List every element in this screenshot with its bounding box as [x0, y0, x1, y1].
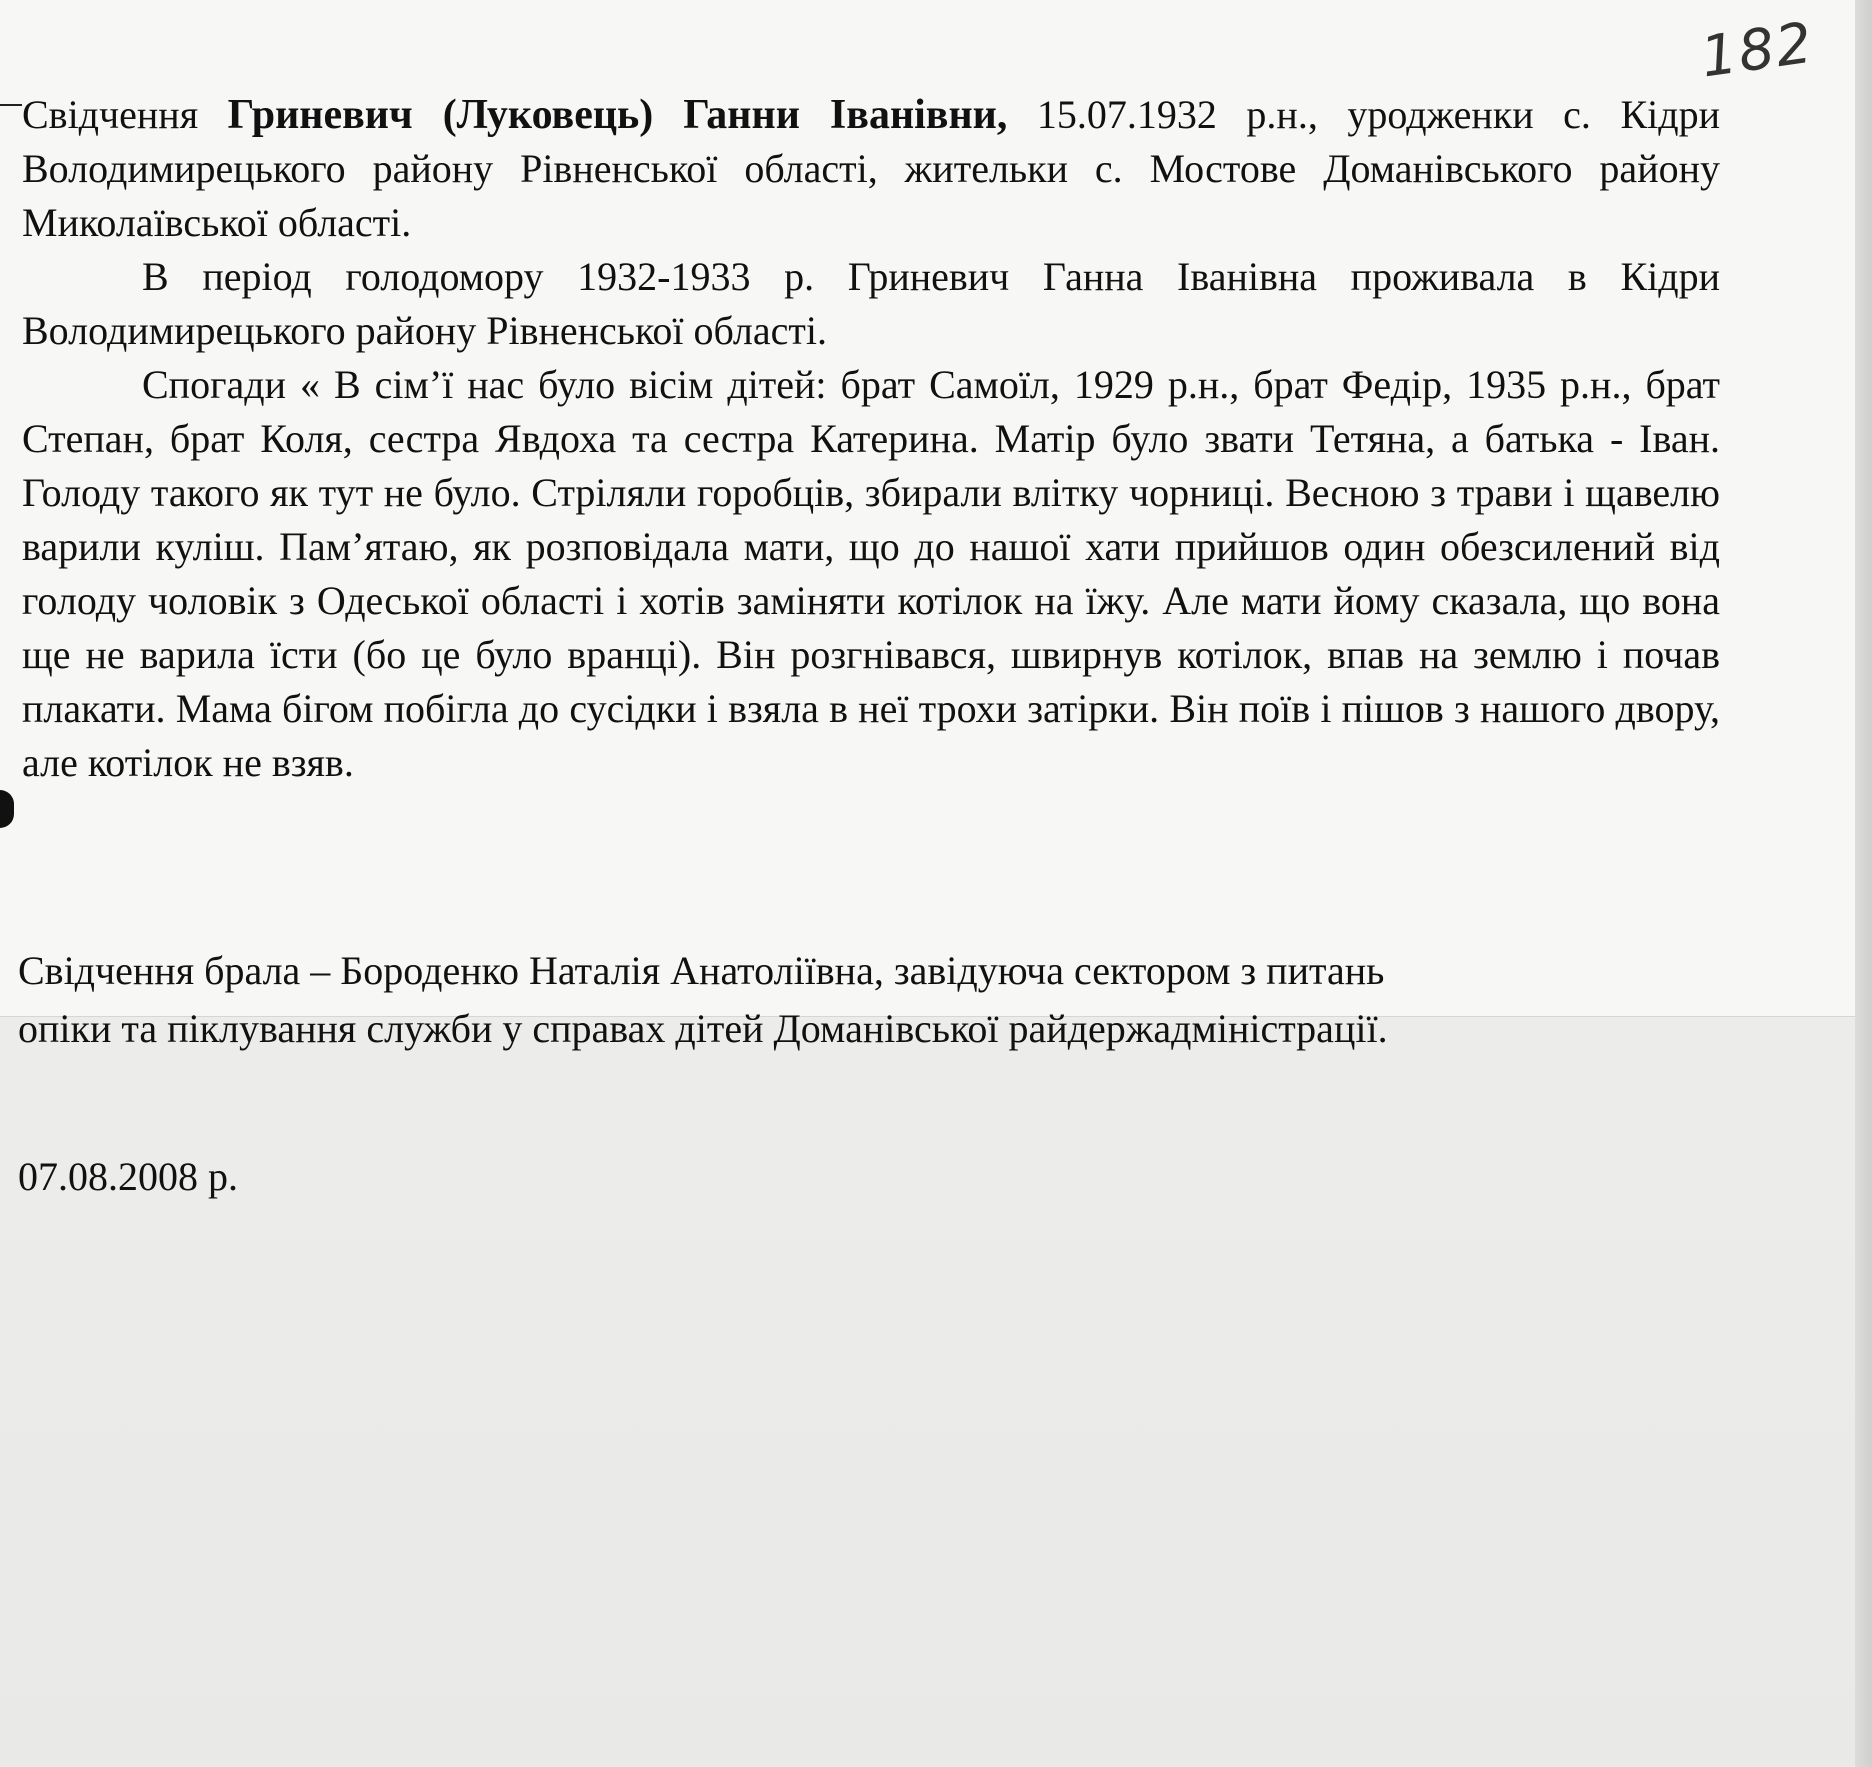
recorder-line-2: опіки та піклування служби у справах дітей Доманівської райдержадміністрації.	[18, 1006, 1388, 1051]
period-paragraph: В період голодомору 1932-1933 р. Гриневич Ганна Іванівна проживала в Кідри Володимирецького району Рівненської області.	[22, 254, 1720, 353]
recorder-line-1: Свідчення брала – Бороденко Наталія Анатоліївна, завідуюча сектором з питань	[18, 948, 1385, 993]
testimony-intro	[22, 88, 1720, 250]
paper-edge-shadow	[1855, 0, 1872, 1767]
recorder-block	[18, 942, 1658, 1058]
margin-tick-mark	[0, 104, 22, 106]
intro-prefix: Свідчення	[22, 92, 199, 137]
intro-details: 15.07.1932 р.н., уродженки с. Кідри Володимирецького району Рівненської області, жительки с. Мостове Доманівського району Миколаївської області.	[22, 92, 1720, 245]
document-date: 07.08.2008 р.	[18, 1154, 238, 1199]
memories-paragraph: Спогади « В сім’ї нас було вісім дітей: брат Самоїл, 1929 р.н., брат Федір, 1935 р.н., брат Степан, брат Коля, сестра Явдоха та сестра Катерина. Матір було звати Тетяна, а батька - Іван. Голоду такого як тут не було. Стріляли горобців, збирали влітку чорниці. Весною з трави і щавелю варили куліш. Пам’ятаю, як розповідала мати, що до нашої хати прийшов один обезсилений від голоду чоловік з Одеської області і хотів заміняти котілок на їжу. Але мати йому сказала, що вона ще не варила їсти (бо це було вранці). Він розгнівався, швирнув котілок, впав на землю і почав плакати. Мама бігом побігла до сусідки і взяла в неї трохи затірки. Він поїв і пішов з нашого двору, але котілок не взяв.	[22, 362, 1720, 785]
testimony-body	[22, 88, 1720, 790]
handwritten-page-number: 182	[1697, 10, 1818, 91]
witness-name: Гриневич (Луковець) Ганни Іванівни,	[227, 92, 1008, 138]
